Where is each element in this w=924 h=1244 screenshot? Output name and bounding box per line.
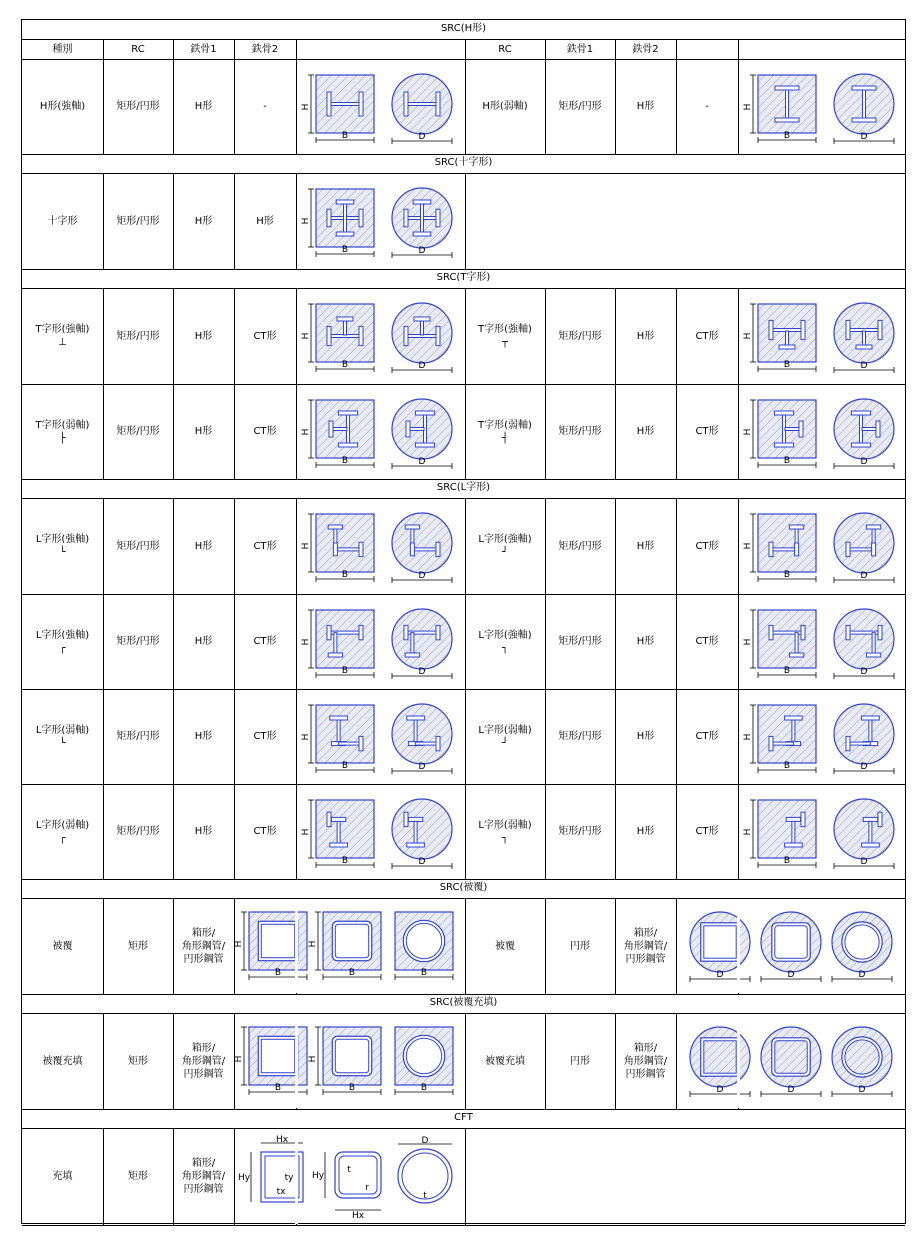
rect-section-figure [301,800,378,872]
cover-rect-figure [234,912,311,984]
column-border [738,39,739,59]
dimension-label-h: H [301,217,311,225]
header-steel1-right: 鉄骨1 [566,43,594,55]
steel1-shape: H形 [194,426,213,437]
row-type-label: T字形(強軸) ⊥ [35,324,90,348]
dimension-label-hx: Hx [275,1135,289,1145]
section-title: SRC(被覆充填) [429,997,498,1008]
dimension-label-b: B [783,360,791,370]
dimension-label-h: H [743,733,753,740]
section-title: SRC(T字形) [436,272,491,283]
dimension-label-b: B [341,455,349,466]
cover-rect-figure [308,912,385,984]
column-border [296,288,297,384]
header-rc: RC [131,43,145,55]
rect-section-figure [743,610,820,682]
column-border [296,59,297,154]
steel1-shape: H形 [194,101,213,112]
header-rc-right: RC [498,43,512,55]
steel2-shape: CT形 [253,426,277,437]
merge-mask [295,1129,298,1224]
rc-circle-outline [834,609,894,669]
dimension-label-d: D [418,666,426,677]
dimension-label-b: B [783,665,791,676]
steel1-shape-right: H形 [636,101,655,112]
rc-shape: 矩形/円形 [116,330,160,342]
dimension-label-d: D [860,666,868,677]
rc-circle-outline [392,799,452,859]
row-type-label: 被覆 [52,940,73,952]
row-type-label-right: 被覆 [495,940,515,952]
merge-mask [737,899,740,993]
dimension-label-tx: tx [276,1187,286,1197]
circle-section-figure [832,303,898,377]
row-type-label-right: T字形(強軸) ┬ [478,324,532,348]
dimension-label-h: H [308,1055,318,1063]
dimension-label-h: H [743,638,753,645]
rc-circle-outline [392,513,452,573]
steel2-shape: - [263,101,267,112]
cft-circle-figure [393,1134,463,1222]
steel1-shape: 箱形/ 角形鋼管/ 円形鋼管 [181,1042,226,1080]
steel2-shape: H形 [256,215,274,227]
steel2-shape: CT形 [253,636,277,647]
row-type-label: T字形(弱軸) ├ [35,419,90,444]
rect-section-figure [301,189,378,261]
row-type-label-right: L字形(強軸) ┐ [478,629,532,654]
rect-section-figure [301,75,378,147]
steel2-shape-right: CT形 [695,731,719,742]
column-border [738,384,739,479]
merge-mask [295,1014,298,1108]
steel1-shape-right: H形 [636,540,655,552]
header-type: 種別 [52,43,73,55]
dimension-label-b: B [274,968,282,978]
dimension-label-d: D [787,970,795,980]
row-type-label-right: H形(弱軸) [482,101,528,112]
rect-section-figure [743,400,820,472]
column-border [676,898,677,994]
dimension-label-b: B [783,760,791,771]
cover-rect-figure [385,1027,457,1099]
cover-circle-figure [759,912,825,986]
dimension-label-h: H [308,940,318,948]
dimension-label-d: D [418,131,426,142]
dimension-label-h: H [301,542,311,550]
dimension-label-d: D [860,856,868,867]
rc-shape-right: 矩形/円形 [558,330,602,342]
cft-rounded-figure [311,1134,387,1222]
rect-section-figure [301,304,378,376]
rc-circle-outline [392,704,452,764]
rc-shape-right: 矩形/円形 [558,826,602,837]
column-border [738,59,739,154]
header-steel2: 鉄骨2 [251,43,279,55]
dimension-label-d: D [418,361,426,371]
section-title: SRC(L字形) [436,482,491,493]
rect-section-figure [743,705,820,777]
steel1-shape-right: 箱形/ 角形鋼管/ 円形鋼管 [623,927,668,965]
column-border [296,594,297,689]
rc-rect-outline [758,800,816,858]
steel1-shape-right: H形 [636,636,655,647]
header-steel1: 鉄骨1 [190,43,217,55]
dimension-label-b: B [274,1083,282,1093]
dimension-label-h: H [234,1055,244,1063]
dimension-label-hy: Hy [311,1171,325,1181]
dimension-label-h: H [301,828,311,835]
rect-section-figure [301,514,378,586]
row-type-label: L字形(弱軸) └ [35,724,90,749]
dimension-label-d: D [418,456,426,467]
column-border [738,689,739,784]
rc-shape-right: 矩形/円形 [558,731,602,742]
steel2-shape-right: - [705,101,709,112]
dimension-label-d: D [418,761,426,772]
steel1-shape: 箱形/ 角形鋼管/ 円形鋼管 [181,1158,226,1195]
circle-section-figure [390,513,456,587]
rect-section-figure [301,610,378,682]
dimension-label-d: D [418,571,426,581]
rc-rect-outline [758,610,816,668]
dimension-label-d: D [860,361,868,371]
column-border [296,173,297,269]
dimension-label-b: B [341,570,349,580]
dimension-label-h: H [234,940,244,948]
rc-shape: 矩形/円形 [116,826,160,837]
rc-rect-outline [316,610,374,668]
row-type-label: L字形(弱軸) ┌ [35,819,90,844]
dimension-label-d: D [421,1136,429,1146]
circle-section-figure [390,799,456,873]
steel2-shape-right: CT形 [695,826,719,837]
row-type-label: L字形(強軸) └ [35,534,90,558]
rc-shape: 矩形 [128,1055,148,1067]
rc-rect-outline [316,800,374,858]
row-type-label-right: 被覆充填 [485,1055,525,1067]
cover-circle-figure [759,1027,825,1101]
circle-section-figure [390,609,456,683]
dimension-label-h: H [743,103,753,110]
circle-section-figure [390,188,456,262]
rc-circle-outline [834,799,894,859]
cover-rect-figure [234,1027,311,1099]
steel1-shape: 箱形/ 角形鋼管/ 円形鋼管 [181,927,226,965]
dimension-label-b: B [341,760,349,771]
dimension-label-d: D [716,1085,724,1095]
steel1-shape: H形 [194,540,213,552]
dimension-label-b: B [341,855,349,866]
column-border [296,498,297,594]
column-border [676,1013,677,1109]
dimension-label-d: D [860,761,868,772]
column-border [296,784,297,879]
steel1-shape-right: 箱形/ 角形鋼管/ 円形鋼管 [623,1042,668,1080]
row-border [22,1225,905,1226]
rc-shape: 矩形/円形 [116,101,160,112]
rc-shape: 矩形/円形 [116,636,160,647]
cover-circle-figure [830,912,896,986]
steel1-shape: H形 [194,731,213,742]
column-border [738,594,739,689]
cover-rect-figure [308,1027,385,1099]
steel1-shape-right: H形 [636,330,655,342]
circle-section-figure [390,74,456,148]
column-border [465,1128,466,1225]
column-border [738,288,739,384]
dimension-label-h: H [301,332,311,340]
steel2-shape-right: CT形 [695,426,719,437]
dimension-label-b: B [783,855,791,866]
section-table [21,19,906,1224]
cover-circle-figure [688,1027,754,1101]
rc-shape: 矩形 [128,1171,148,1182]
circle-section-figure [390,399,456,473]
dimension-label-b: B [420,1083,428,1093]
dimension-label-h: H [743,428,753,435]
dimension-label-b: B [783,455,791,466]
rc-shape: 矩形/円形 [116,540,160,552]
rect-section-figure [301,400,378,472]
rect-section-figure [743,514,820,586]
rect-section-figure [301,705,378,777]
steel1-shape: H形 [194,826,213,837]
circle-section-figure [390,303,456,377]
dimension-label-r: r [365,1183,369,1193]
circle-section-figure [832,609,898,683]
steel1-shape: H形 [194,330,213,342]
dimension-label-d: D [860,571,868,581]
dimension-label-d: D [858,970,866,980]
dimension-label-d: D [418,856,426,867]
dimension-label-b: B [783,130,791,141]
circle-section-figure [832,704,898,778]
steel1-shape: H形 [194,215,213,227]
dimension-label-hy: Hy [237,1173,251,1183]
rc-shape-right: 矩形/円形 [558,426,602,437]
circle-section-figure [832,399,898,473]
steel1-shape-right: H形 [636,426,655,437]
circle-section-figure [832,799,898,873]
column-border [296,689,297,784]
dimension-label-b: B [341,665,349,676]
rect-section-figure [743,75,820,147]
row-type-label: 十字形 [47,215,78,227]
row-type-label-right: L字形(弱軸) ┐ [478,819,532,844]
section-title: CFT [454,1112,473,1123]
rc-rect-outline [316,514,374,572]
dimension-label-h: H [301,428,311,435]
steel2-shape: CT形 [253,731,277,742]
steel2-shape: CT形 [253,540,277,552]
cover-circle-figure [830,1027,896,1101]
rc-circle-outline [834,513,894,573]
dimension-label-b: B [420,968,428,978]
section-title: SRC(H形) [440,23,487,34]
dimension-label-b: B [348,968,356,978]
dimension-label-h: H [301,733,311,740]
merge-mask [295,899,298,993]
section-title: SRC(十字形) [434,157,493,168]
column-border [738,784,739,879]
steel1-shape-right: H形 [636,826,655,837]
dimension-label-h: H [743,828,753,835]
cft-box-figure [233,1134,311,1222]
rc-shape: 矩形 [128,940,148,952]
steel2-shape-right: CT形 [695,636,719,647]
row-type-label: L字形(強軸) ┌ [35,629,90,654]
rect-section-figure [743,304,820,376]
merge-mask [737,1014,740,1108]
dimension-label-d: D [860,456,868,467]
dimension-label-b: B [341,245,349,255]
rc-shape: 矩形/円形 [116,731,160,742]
rc-shape-right: 矩形/円形 [558,540,602,552]
dimension-label-d: D [418,246,426,256]
column-border [676,39,677,59]
row-type-label: 充填 [52,1171,73,1182]
row-type-label: H形(強軸) [39,101,86,112]
dimension-label-h: H [743,332,753,340]
steel2-shape: CT形 [253,330,277,342]
rc-shape-right: 矩形/円形 [558,101,602,112]
header-steel2-right: 鉄骨2 [632,43,659,55]
dimension-label-h: H [301,103,311,110]
dimension-label-b: B [348,1083,356,1093]
rc-shape: 矩形/円形 [116,215,160,227]
steel1-shape-right: H形 [636,731,655,742]
dimension-label-d: D [787,1085,795,1095]
column-border [465,173,466,269]
rc-rect-outline [316,705,374,763]
rc-rect-outline [758,514,816,572]
column-border [296,384,297,479]
dimension-label-h: H [743,542,753,550]
dimension-label-ty: ty [284,1173,294,1183]
rc-shape: 矩形/円形 [116,426,160,437]
circle-section-figure [832,513,898,587]
dimension-label-t: t [347,1165,351,1175]
dimension-label-b: B [783,570,791,580]
dimension-label-d: D [716,970,724,980]
dimension-label-d: D [858,1085,866,1095]
rect-section-figure [743,800,820,872]
cover-circle-figure [688,912,754,986]
row-type-label-right: T字形(弱軸) ┤ [478,419,532,444]
column-border [738,498,739,594]
rc-shape-right: 円形 [570,940,590,952]
row-type-label-right: L字形(弱軸) ┘ [478,724,532,749]
column-border [296,39,297,59]
circle-section-figure [832,74,898,148]
dimension-label-d: D [860,131,868,142]
rc-circle-outline [392,609,452,669]
dimension-label-b: B [341,360,349,370]
section-title: SRC(被覆) [439,882,488,893]
rc-rect-outline [758,705,816,763]
steel1-shape: H形 [194,636,213,647]
rc-shape-right: 円形 [570,1055,590,1067]
steel2-shape-right: CT形 [695,330,719,342]
dimension-label-b: B [341,130,349,141]
circle-section-figure [390,704,456,778]
cover-rect-figure [385,912,457,984]
rc-circle-outline [834,704,894,764]
steel2-shape: CT形 [253,826,277,837]
row-type-label-right: L字形(強軸) ┘ [478,534,532,558]
row-type-label: 被覆充填 [42,1055,83,1067]
dimension-label-hx: Hx [351,1211,365,1221]
dimension-label-h: H [301,638,311,645]
rc-shape-right: 矩形/円形 [558,636,602,647]
dimension-label-t: t [423,1191,427,1201]
steel2-shape-right: CT形 [695,540,719,552]
